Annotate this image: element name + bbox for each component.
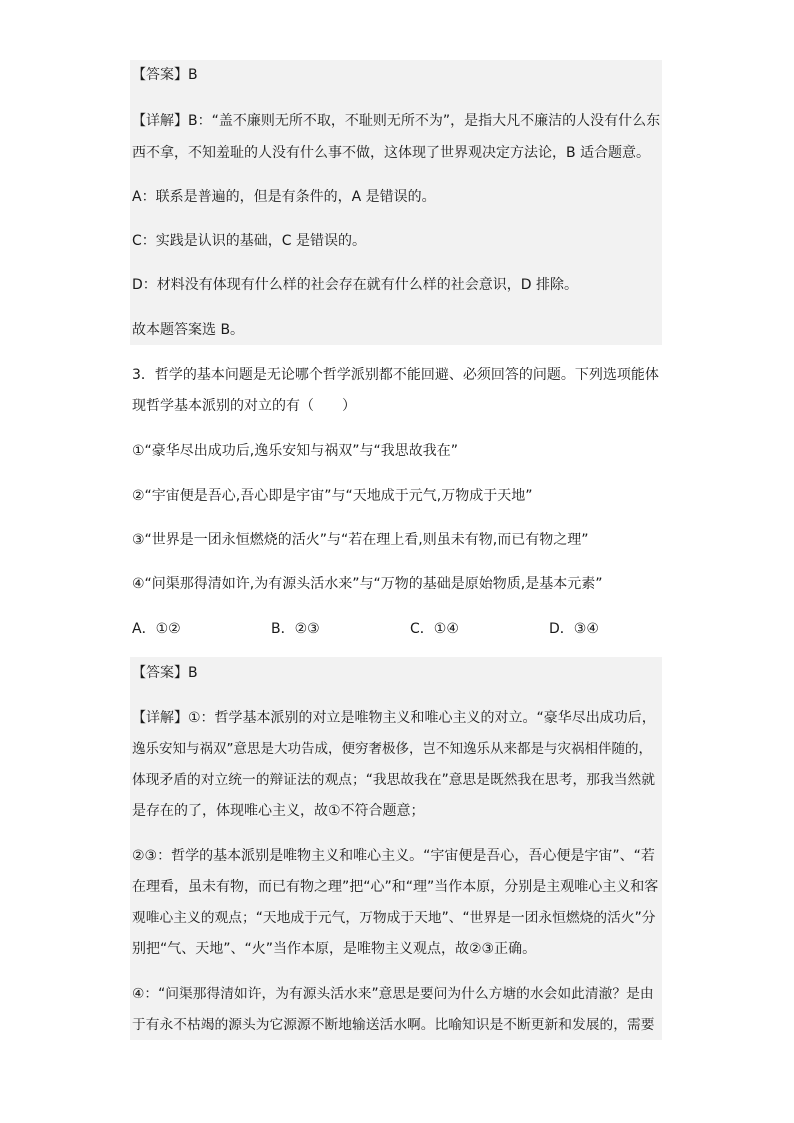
detail-line: 【详解】B：“盖不廉则无所不取，不耻则无所不为”，是指大凡不廉洁的人没有什么东 [132, 113, 661, 129]
question-stem: 现哲学基本派别的对立的有（ ） [132, 398, 356, 414]
detail-line: 观唯心主义的观点；“天地成于元气，万物成于天地”、“世界是一团永恒燃烧的活火”分 [132, 910, 656, 926]
statement-2: ②“宇宙便是吾心,吾心即是宇宙”与“天地成于元气,万物成于天地” [132, 488, 533, 504]
option-b[interactable]: B．②③ [271, 621, 320, 637]
note-line: A：联系是普遍的，但是有条件的，A 是错误的。 [132, 189, 436, 205]
conclusion-line: 故本题答案选 B。 [132, 322, 245, 338]
statement-1: ①“豪华尽出成功后,逸乐安知与祸双”与“我思故我在” [132, 443, 459, 459]
question-stem: 3．哲学的基本问题是无论哪个哲学派别都不能回避、必须回答的问题。下列选项能体 [132, 367, 659, 383]
detail-line: ④：“问渠那得清如许，为有源头活水来”意思是要问为什么方塘的水会如此清澈？是由 [132, 986, 654, 1002]
statement-3: ③“世界是一团永恒燃烧的活火”与“若在理上看,则虽未有物,而已有物之理” [132, 532, 589, 548]
note-line: C：实践是认识的基础，C 是错误的。 [132, 233, 367, 249]
answer-label: 【答案】B [132, 665, 198, 681]
detail-line: 逸乐安知与祸双”意思是大功告成，便穷奢极侈，岂不知逸乐从来都是与灾祸相伴随的， [132, 741, 652, 757]
detail-line: 是存在的了，体现唯心主义，故①不符合题意； [132, 803, 425, 819]
option-a[interactable]: A．①② [132, 621, 181, 637]
answer-label: 【答案】B [132, 67, 198, 83]
option-d[interactable]: D．③④ [549, 621, 599, 637]
detail-line: 于有永不枯竭的源头为它源源不断地输送活水啊。比喻知识是不断更新和发展的，需要 [132, 1017, 655, 1033]
detail-line: 在理看，虽未有物，而已有物之理”把“心”和“理”当作本原，分别是主观唯心主义和客 [132, 879, 659, 895]
detail-line: 别把“气、天地”、“火”当作本原，是唯物主义观点，故②③正确。 [132, 941, 537, 957]
option-c[interactable]: C．①④ [410, 621, 459, 637]
statement-4: ④“问渠那得清如许,为有源头活水来”与“万物的基础是原始物质,是基本元素” [132, 576, 603, 592]
detail-line: 体现矛盾的对立统一的辩证法的观点；“我思故我在”意思是既然我在思考，那我当然就 [132, 772, 655, 788]
detail-line: 【详解】①：哲学基本派别的对立是唯物主义和唯心主义的对立。“豪华尽出成功后， [132, 710, 656, 726]
detail-line: ②③：哲学的基本派别是唯物主义和唯心主义。“宇宙便是吾心，吾心便是宇宙”、“若 [132, 848, 655, 864]
note-line: D：材料没有体现有什么样的社会存在就有什么样的社会意识，D 排除。 [132, 277, 579, 293]
detail-line: 西不拿，不知羞耻的人没有什么事不做，这体现了世界观决定方法论，B 适合题意。 [132, 145, 651, 161]
